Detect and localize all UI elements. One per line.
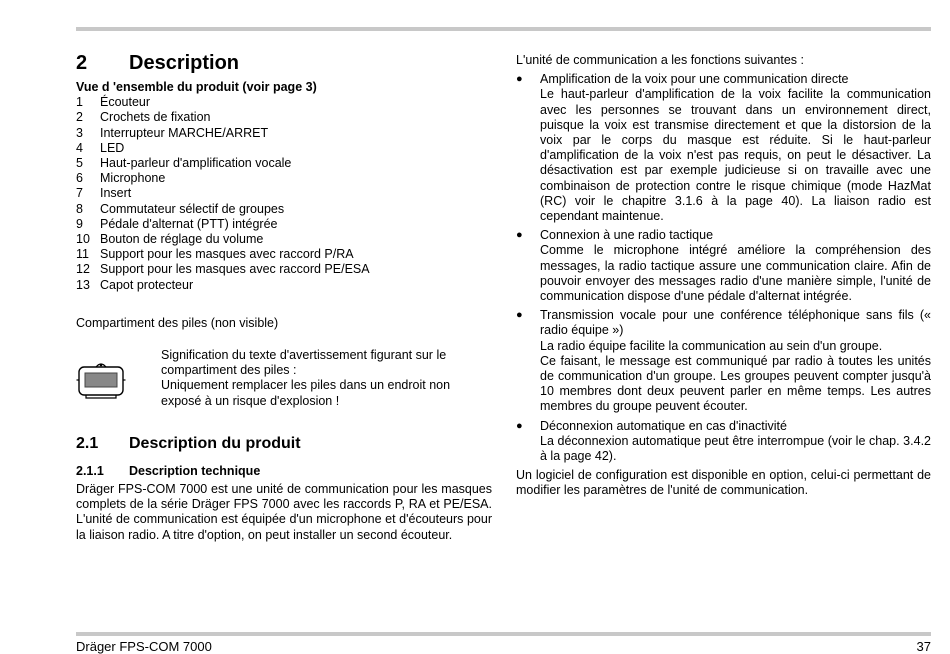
right-column — [516, 53, 931, 499]
subsection-heading — [76, 464, 492, 479]
footer-product: Dräger FPS-COM 7000 — [76, 639, 212, 654]
function-description: La radio équipe facilite la communication au sein d'un groupe. — [540, 338, 883, 353]
overview-item-number: 3 — [76, 125, 83, 140]
function-description: Comme le microphone intégré améliore la compréhension des messages, la radio tactique assure une communication claire. Afin de pouvoir envoyer des messages radio d'une manière simple, l'unité de communication dispose d'une pédale d'alternat intégrée. — [540, 243, 931, 304]
overview-item-label: Support pour les masques avec raccord P/RA — [100, 247, 354, 262]
overview-item-number: 11 — [76, 247, 89, 262]
overview-item-number: 1 — [76, 95, 83, 110]
chapter-title: Description — [129, 52, 240, 74]
overview-item-label: Support pour les masques avec raccord PE/ESA — [100, 262, 370, 277]
overview-item — [76, 156, 492, 171]
overview-item-label: Interrupteur MARCHE/ARRET — [100, 125, 269, 140]
functions-intro: L'unité de communication a les fonctions suivantes : — [516, 53, 804, 67]
overview-item-label: LED — [100, 140, 125, 155]
overview-item-number: 9 — [76, 216, 83, 231]
warning-instruction: Uniquement remplacer les piles dans un endroit non exposé à un risque d'explosion ! — [161, 378, 451, 408]
warning-meaning: Signification du texte d'avertissement figurant sur le compartiment des piles : — [161, 348, 447, 378]
function-title: Amplification de la voix pour une communication directe — [540, 72, 849, 87]
overview-item-label: Commutateur sélectif de groupes — [100, 201, 285, 216]
bullet-icon: ● — [516, 229, 523, 242]
overview-item-label: Écouteur — [100, 95, 151, 110]
overview-item — [76, 186, 492, 201]
battery-compartment-icon — [76, 348, 161, 409]
overview-item-number: 6 — [76, 171, 83, 186]
subsection-number: 2.1.1 — [76, 463, 104, 478]
chapter-number: 2 — [76, 52, 88, 74]
function-description: La déconnexion automatique peut être interrompue (voir le chap. 3.4.2 à la page 42). — [540, 433, 931, 464]
bullet-icon: ● — [516, 73, 523, 86]
config-software-note: Un logiciel de configuration est disponible en option, celui-ci permettant de modifier les paramètres de l'unité de communication. — [516, 468, 931, 498]
overview-item-number: 4 — [76, 140, 83, 155]
overview-item-number: 8 — [76, 201, 83, 216]
overview-item — [76, 217, 492, 232]
tech-description: Dräger FPS-COM 7000 est une unité de communication pour les masques complets de la série Dräger FPS 7000 avec les raccords P, RA et PE/ESA. L'unité de communication est équipée d'un microphone et d'écouteurs pour la liaison radio. A titre d'option, on peut installer un second écouteur. — [76, 482, 492, 542]
overview-item — [76, 262, 492, 277]
function-title: Déconnexion automatique en cas d'inactivité — [540, 418, 787, 433]
function-description: Ce faisant, le message est communiqué par radio à toutes les unités de communication d'un groupe. Les groupes peuvent compter jusqu'à 10 membres dont deux peuvent parler en même temps. Les autres membres du groupe peuvent écouter. — [540, 353, 931, 414]
overview-item-number: 2 — [76, 110, 83, 125]
overview-item — [76, 95, 492, 110]
overview-item-label: Microphone — [100, 171, 166, 186]
overview-list — [76, 95, 492, 293]
function-description: Le haut-parleur d'amplification de la voix facilite la communication avec les personnes se trouvant dans un environnement direct, puisque la voix est transmise directement et que la distorsion de la voix par le corps du masque est réduite. Si le haut-parleur d'amplification de la voix n'est pas requis, on peut le désactiver. La désactivation est par exemple judicieuse si on travaille avec une combinaison de protection contre le risque chimique (mode HazMat (RC) voir le chapitre 3.1.6 à la page 40). La liaison radio est cependant maintenue. — [540, 87, 931, 224]
bottom-rule — [76, 632, 931, 636]
overview-item-label: Bouton de réglage du volume — [100, 232, 264, 247]
subsection-title: Description technique — [129, 463, 261, 478]
overview-item-label: Insert — [100, 186, 132, 201]
function-title: Connexion à une radio tactique — [540, 228, 714, 243]
overview-item — [76, 232, 492, 247]
function-title: Transmission vocale pour une conférence téléphonique sans fils (« radio équipe ») — [540, 308, 931, 338]
function-item — [516, 308, 931, 414]
bullet-icon: ● — [516, 309, 523, 322]
left-column — [76, 50, 492, 543]
overview-item — [76, 202, 492, 217]
function-item — [516, 72, 931, 224]
function-item — [516, 419, 931, 465]
battery-compartment-label: Compartiment des piles (non visible) — [76, 315, 279, 330]
overview-item-number: 10 — [76, 232, 90, 247]
page-number: 37 — [916, 639, 931, 654]
overview-item-label: Crochets de fixation — [100, 110, 211, 125]
overview-item — [76, 171, 492, 186]
overview-item — [76, 110, 492, 125]
overview-item — [76, 126, 492, 141]
overview-item — [76, 141, 492, 156]
overview-item-number: 13 — [76, 277, 90, 292]
overview-item — [76, 278, 492, 293]
overview-item-label: Capot protecteur — [100, 277, 194, 292]
section-heading — [76, 434, 492, 454]
overview-item — [76, 247, 492, 262]
section-number: 2.1 — [76, 434, 99, 452]
top-rule — [76, 27, 931, 31]
overview-item-number: 12 — [76, 262, 90, 277]
chapter-heading — [76, 50, 492, 76]
overview-item-number: 7 — [76, 186, 83, 201]
overview-item-label: Pédale d'alternat (PTT) intégrée — [100, 216, 278, 231]
battery-warning — [76, 348, 492, 409]
overview-item-number: 5 — [76, 156, 83, 171]
overview-item-label: Haut-parleur d'amplification vocale — [100, 156, 292, 171]
function-item — [516, 228, 931, 304]
overview-heading: Vue d 'ensemble du produit (voir page 3) — [76, 80, 317, 94]
functions-list — [516, 72, 931, 464]
section-title: Description du produit — [129, 434, 301, 452]
bullet-icon: ● — [516, 419, 523, 432]
